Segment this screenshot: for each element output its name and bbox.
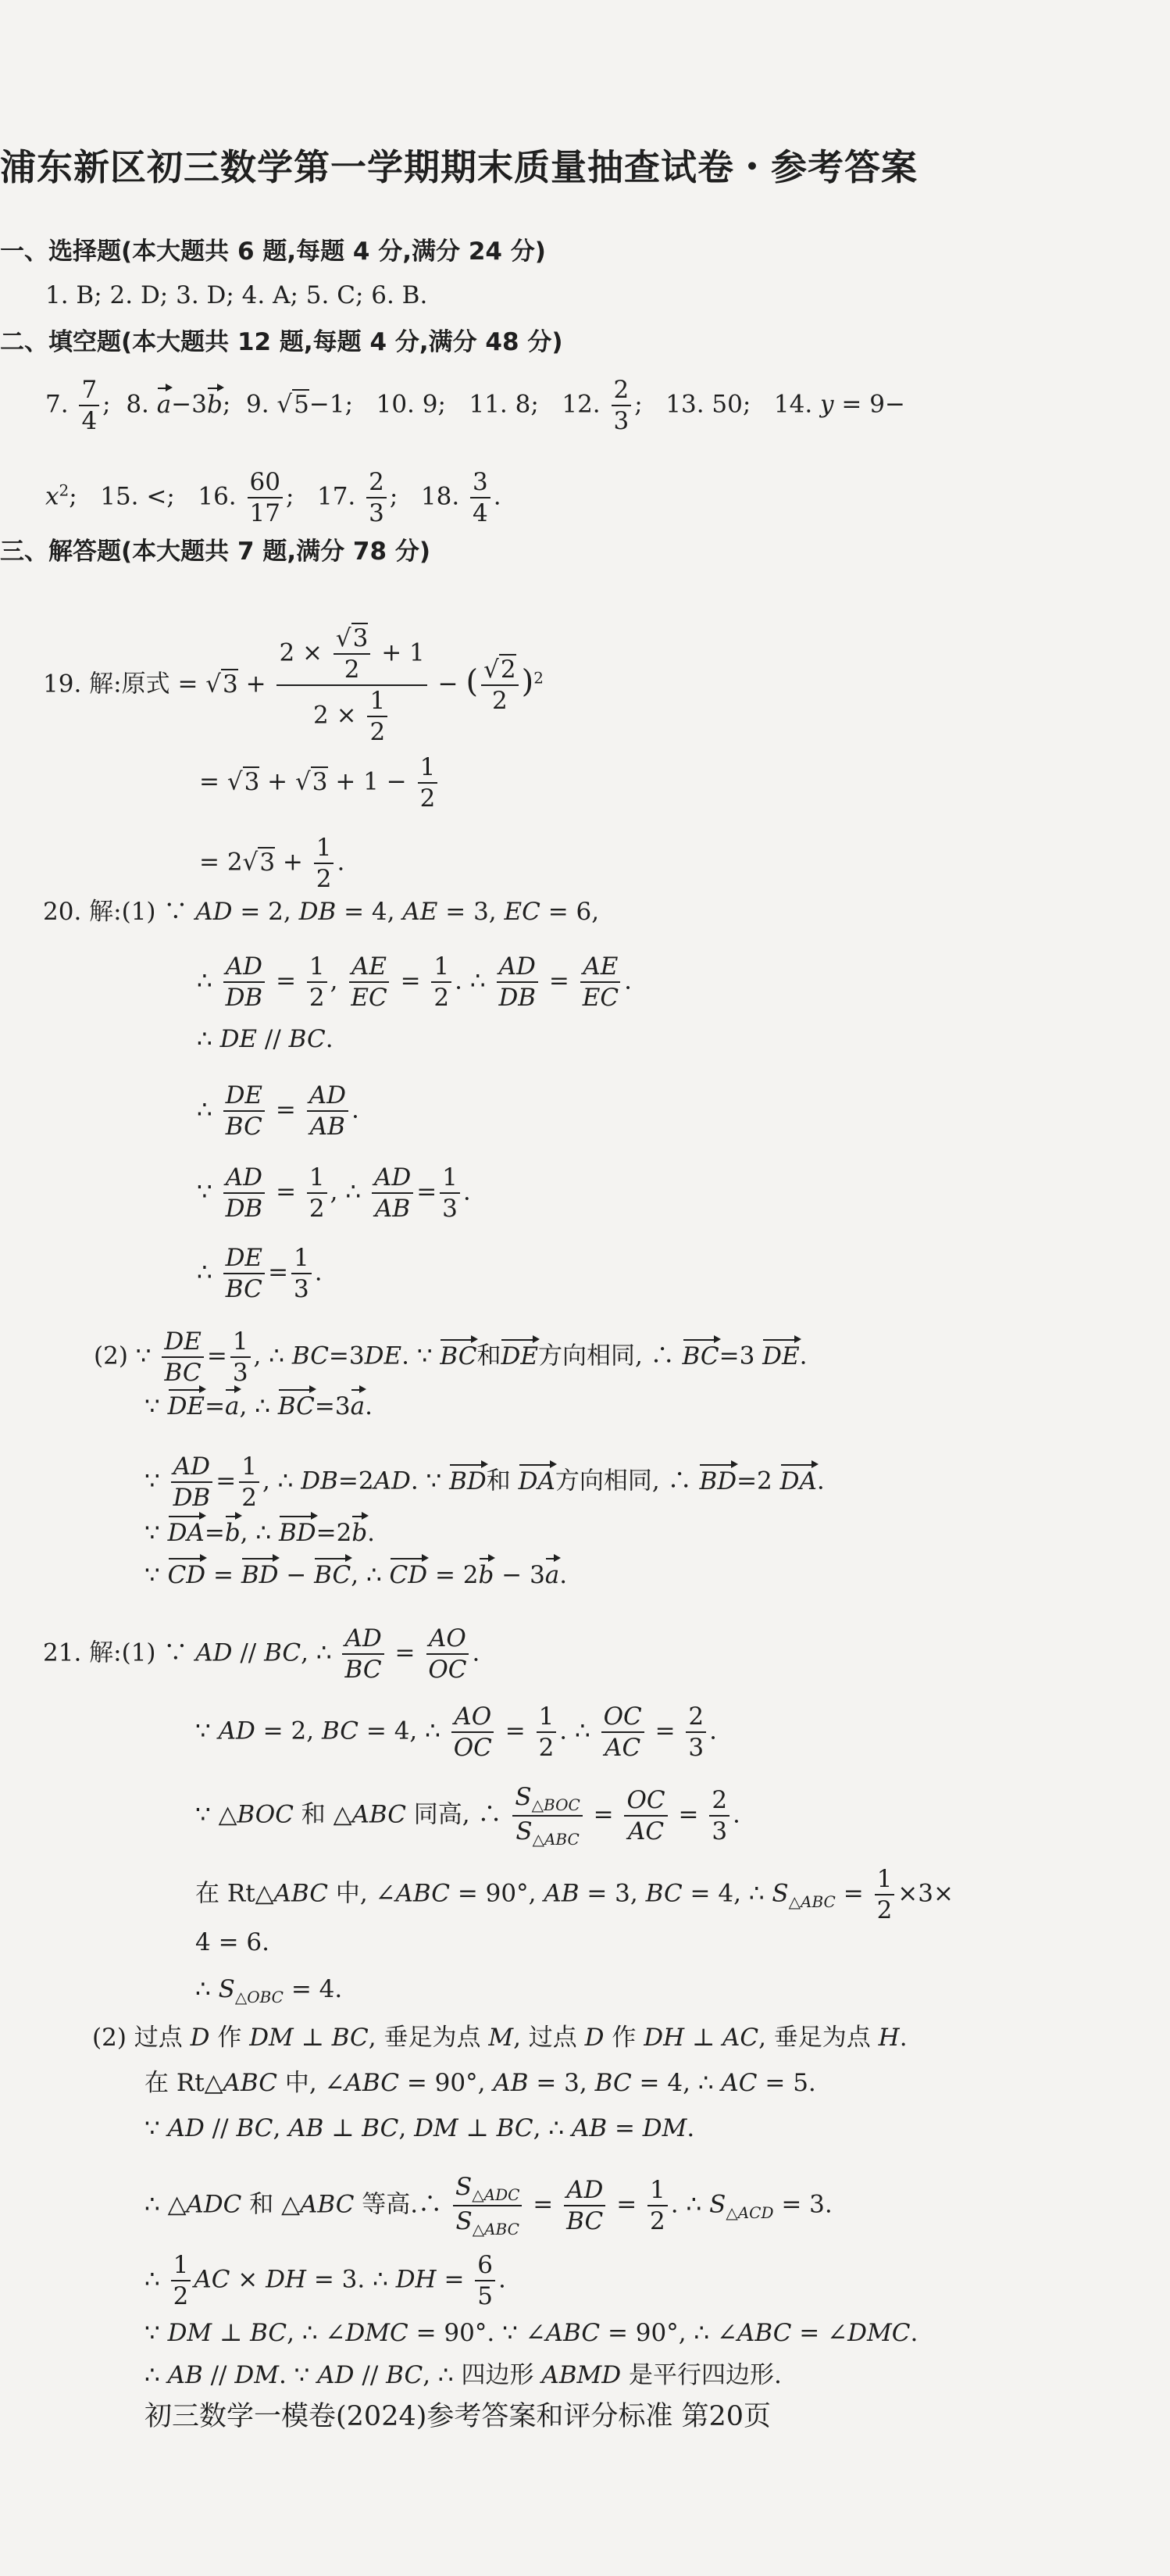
q20-line-5: ∵ $\frac{AD}{DB}$ = $\frac{1}{2}$ , ∴ $\frac{AD}{AB}$ = $\frac{1}{3}$ . [197,1163,471,1224]
section-2-heading: 二、填空题(本大题共 12 题,每题 4 分,满分 48 分) [0,328,563,356]
q20-line-6: ∴ $\frac{DE}{BC}$ = $\frac{1}{3}$ . [197,1244,323,1304]
q21-line-6: ∴ $S_{\triangle OBC} = 4$. [195,1975,343,2007]
section-1-answers: 1. B; 2. D; 3. D; 4. A; 5. C; 6. B. [45,281,428,309]
q21-line-8: 在 Rt△ABC 中, ∠ABC = 90°, AB = 3, BC = 4, ∴ AC = 5. [144,2069,816,2097]
q21-line-13: ∴ AB // DM. ∵ AD // BC, ∴ 四边形 ABMD 是平行四边形. [144,2361,782,2389]
q20-line-8: ∵ DE=a, ∴ BC=3a. [144,1392,373,1420]
q21-line-10: ∴ △ADC 和 △ABC 等高.∴ $S_{\triangle ADC}$ $S_{\triangle ABC}$ = $\frac{AD}{BC}$ = $\frac{1}{2}$ . ∴ $S_{\triangle ACD} = 3$. [144,2173,833,2239]
q20-line-1: 20. 解:(1) ∵ AD = 2, DB = 4, AE = 3, EC = 6, [43,898,600,926]
q20-line-11: ∵ CD = BD − BC, ∴ CD = 2b − 3a. [144,1561,568,1589]
q19-line-1: 19. 解:原式 = √3 + 2 × $\frac{√3}{2}$ + 1 2 × $\frac{1}{2}$ − ( $\frac{√2}{2}$ )$^2$ [43,624,544,747]
q21-line-3: ∵ △BOC 和 △ABC 同高, ∴ $S_{\triangle BOC}$ $S_{\triangle ABC}$ = $\frac{OC}{AC}$ = $\frac{2}{3}$ . [195,1783,740,1849]
q21-line-4: 在 Rt△ABC 中, ∠ABC = 90°, AB = 3, BC = 4, ∴ $S_{\triangle ABC}$ = $\frac{1}{2}$ ×3× [195,1865,954,1925]
q19-line-2: = √3 + √3 + 1 − $\frac{1}{2}$ [199,754,441,812]
q21-line-5: 4 = 6. [195,1928,269,1956]
q20-line-4: ∴ $\frac{DE}{BC}$ = $\frac{AD}{AB}$ . [197,1081,359,1142]
q20-line-9: ∵ $\frac{AD}{DB}$ = $\frac{1}{2}$ , ∴ DB=2AD. ∵ BD和 DA方向相同, ∴ BD=2 DA. [144,1452,825,1513]
q20-line-10: ∵ DA=b, ∴ BD=2b. [144,1519,376,1547]
section-2-line-1: 7. $\frac{7}{4}$ ; 8. a−3b; 9. √5−1; 10. 9; 11. 8; 12. $\frac{2}{3}$ ; 13. 50; 14. y = 9− [45,376,905,436]
q21-line-12: ∵ DM ⊥ BC, ∴ ∠DMC = 90°. ∵ ∠ABC = 90°, ∴ ∠ABC = ∠DMC. [144,2319,919,2347]
q21-line-9: ∵ AD // BC, AB ⊥ BC, DM ⊥ BC, ∴ AB = DM. [144,2114,695,2142]
section-2-line-2: $x^2$; 15. <; 16. $\frac{60}{17}$ ; 17. $\frac{2}{3}$ ; 18. $\frac{3}{4}$ . [45,468,501,528]
q21-line-2: ∵ AD = 2, BC = 4, ∴ $\frac{AO}{OC}$ = $\frac{1}{2}$ . ∴ $\frac{OC}{AC}$ = $\frac{2}{3}$ . [195,1702,718,1763]
q20-line-3: ∴ DE // BC. [197,1025,334,1053]
q19-line-3: = 2√3 + $\frac{1}{2}$ . [199,834,345,894]
section-3-heading: 三、解答题(本大题共 7 题,满分 78 分) [0,538,430,566]
q21-line-7: (2) 过点 D 作 DM ⊥ BC, 垂足为点 M, 过点 D 作 DH ⊥ AC, 垂足为点 H. [92,2024,908,2052]
page-footer: 初三数学一模卷(2024)参考答案和评分标准 第20页 [144,2401,772,2432]
q21-line-11: ∴ $\frac{1}{2}$ AC × DH = 3. ∴ DH = $\frac{6}{5}$ . [144,2251,506,2311]
q21-line-1: 21. 解:(1) ∵ AD // BC, ∴ $\frac{AD}{BC}$ = $\frac{AO}{OC}$ . [43,1624,480,1685]
q20-line-2: ∴ $\frac{AD}{DB}$ = $\frac{1}{2}$ , $\frac{AE}{EC}$ = $\frac{1}{2}$ . ∴ $\frac{AD}{DB}$ = $\frac{AE}{EC}$ . [197,952,632,1013]
q20-line-7: (2) ∵ $\frac{DE}{BC}$ = $\frac{1}{3}$ , ∴ BC=3DE. ∵ BC和DE方向相同, ∴ BC=3 DE. [94,1327,808,1388]
section-1-heading: 一、选择题(本大题共 6 题,每题 4 分,满分 24 分) [0,238,546,266]
page-title: 浦东新区初三数学第一学期期末质量抽查试卷・参考答案 [0,146,918,188]
